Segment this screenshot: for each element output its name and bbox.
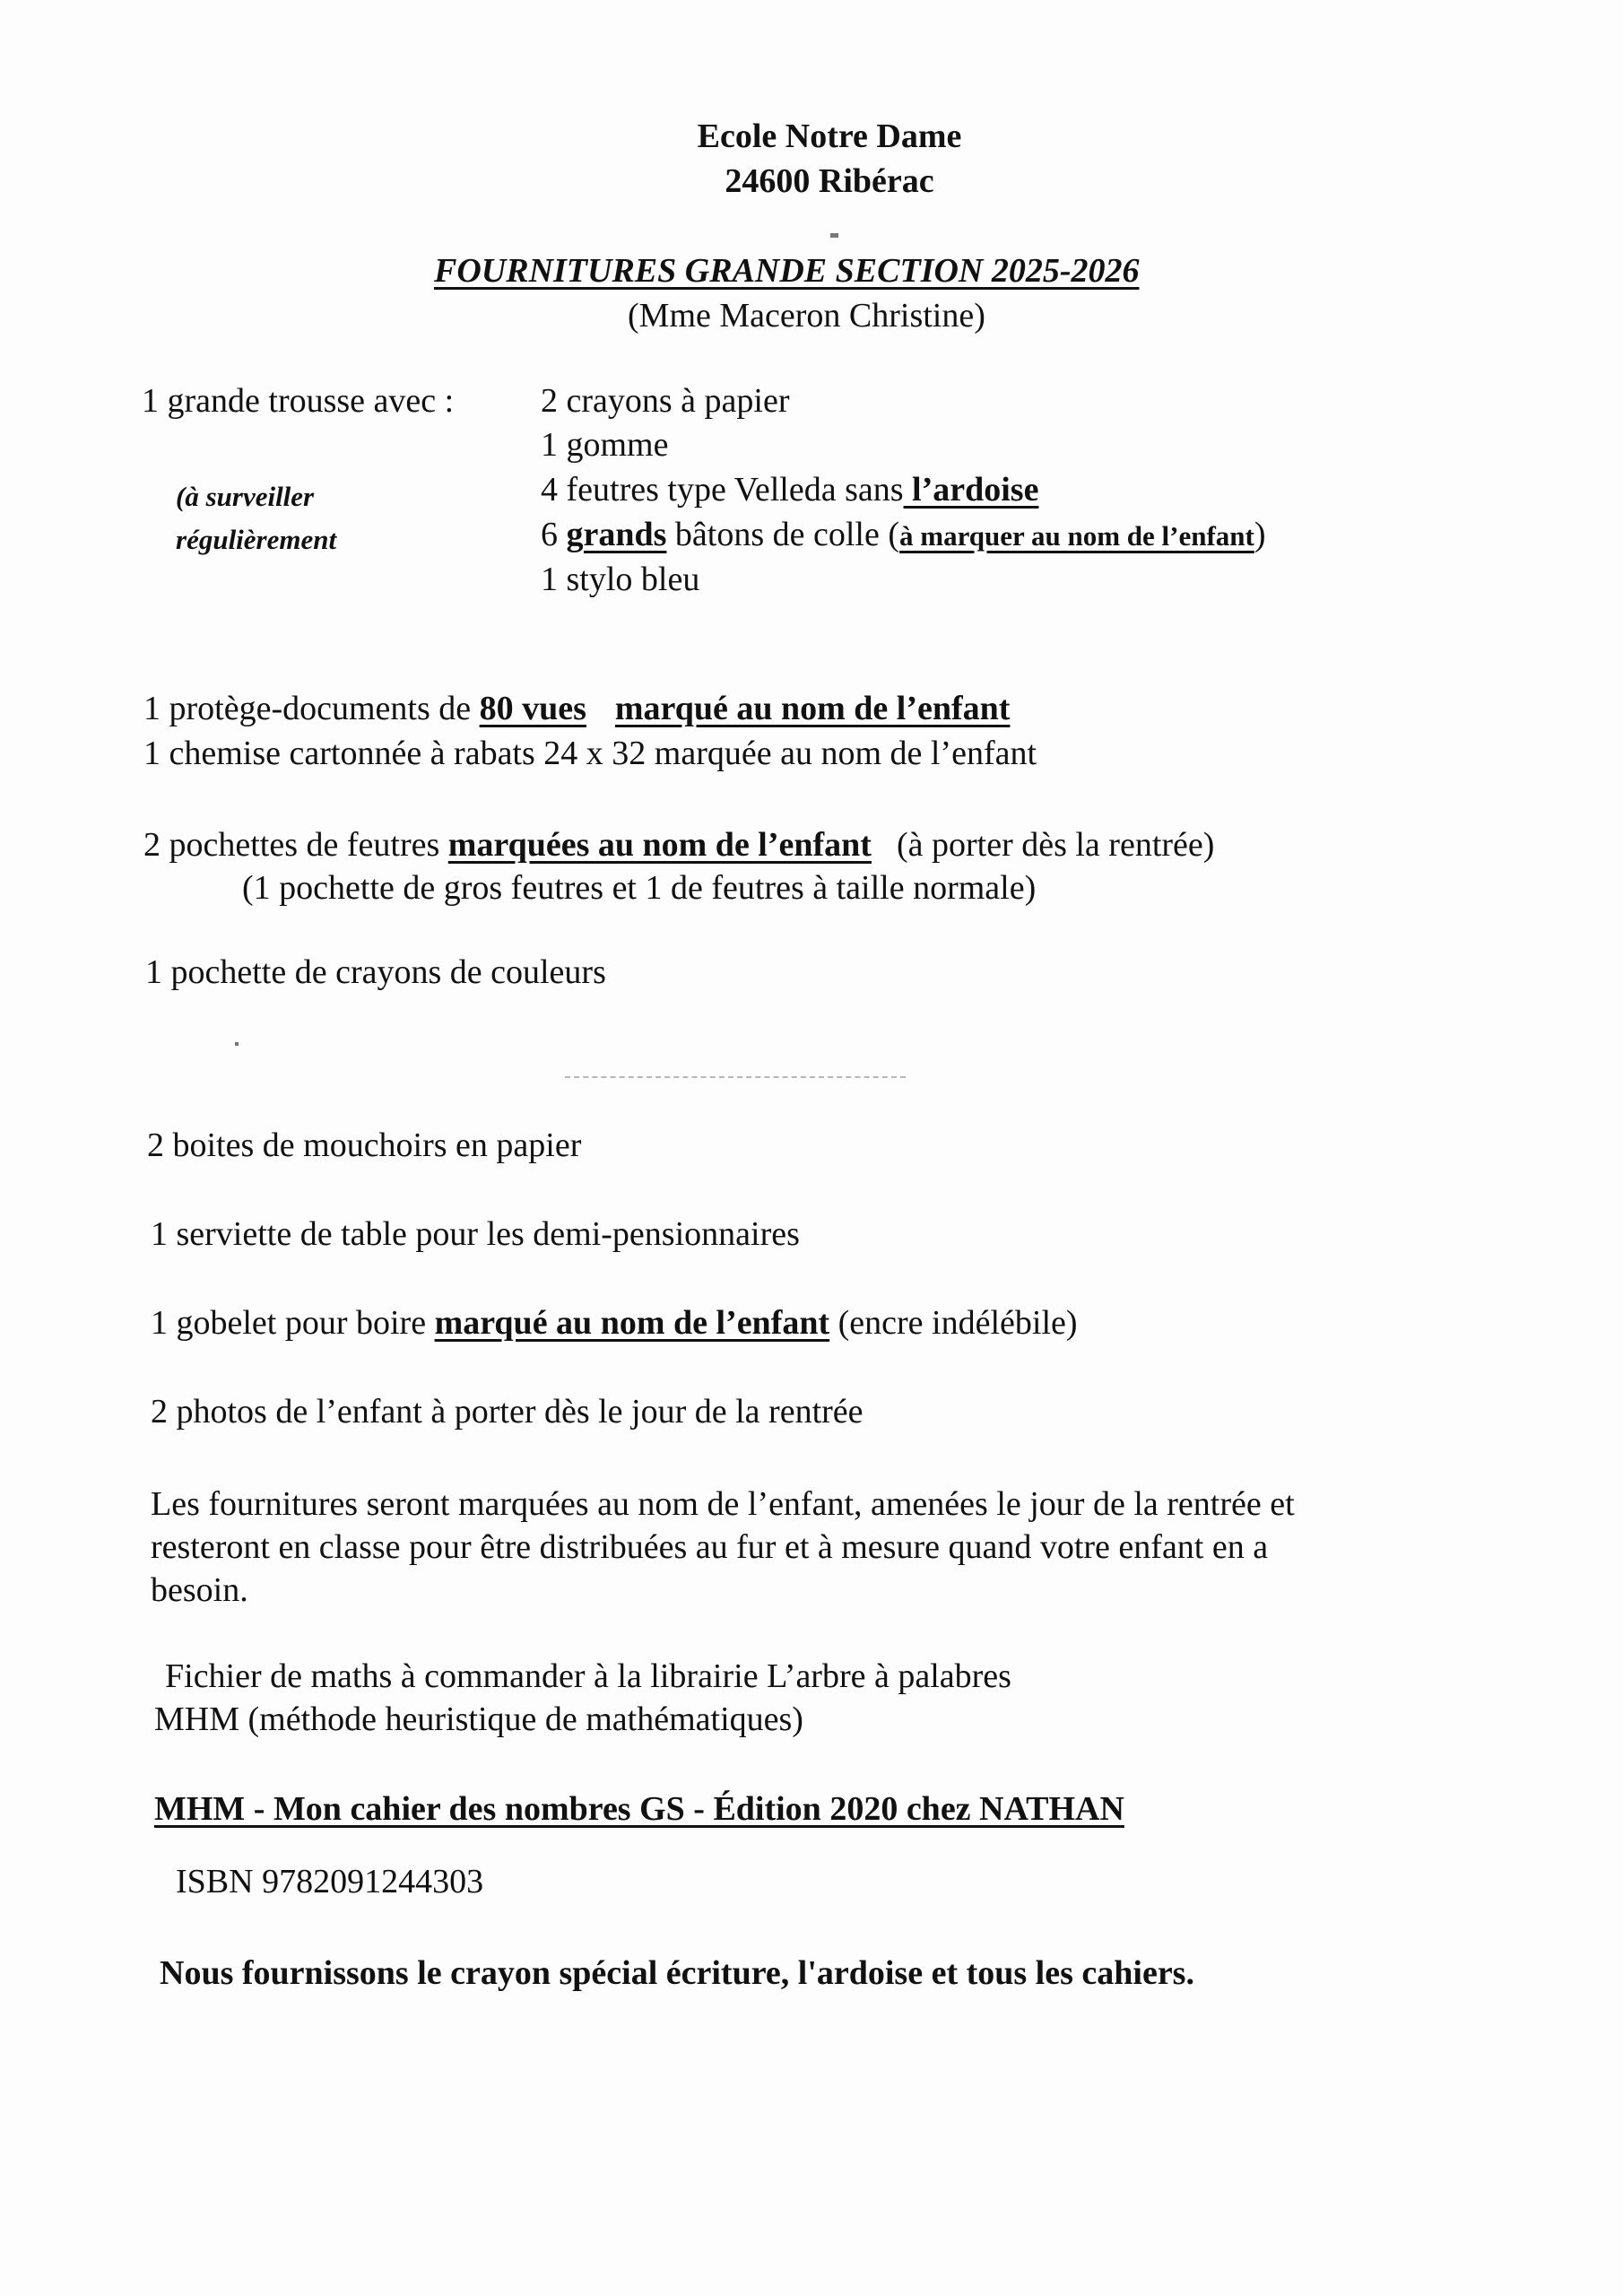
protege-mark: marqué au nom de l’enfant bbox=[614, 690, 1011, 727]
trousse-item-crayons: 2 crayons à papier bbox=[541, 382, 790, 420]
gobelet-mark: marqué au nom de l’enfant bbox=[434, 1304, 830, 1342]
pochettes-rentree: (à porter dès la rentrée) bbox=[896, 826, 1215, 864]
grands-emphasis: grands bbox=[566, 516, 667, 553]
mouchoirs-line: 2 boites de mouchoirs en papier bbox=[147, 1126, 582, 1164]
maths-line1: Fichier de maths à commander à la librairie L’arbre à palabres bbox=[165, 1657, 1011, 1695]
feutres-text: 4 feutres type Velleda sans bbox=[541, 471, 904, 509]
school-address: 24600 Ribérac bbox=[725, 162, 934, 200]
colle-text: bâtons de colle ( bbox=[666, 516, 900, 553]
paragraph-line3: besoin. bbox=[151, 1571, 248, 1609]
crayons-couleurs-line: 1 pochette de crayons de couleurs bbox=[145, 953, 606, 991]
pochettes-text: 2 pochettes de feutres bbox=[143, 826, 448, 864]
teacher-name: (Mme Maceron Christine) bbox=[628, 297, 985, 335]
gobelet-line bbox=[151, 1303, 1078, 1343]
ardoise-emphasis: l’ardoise bbox=[903, 471, 1039, 509]
scan-speck bbox=[830, 233, 838, 238]
chemise-line: 1 chemise cartonnée à rabats 24 x 32 marquée au nom de l’enfant bbox=[143, 735, 1037, 772]
school-name: Ecole Notre Dame bbox=[697, 117, 962, 155]
protege-documents-line bbox=[143, 689, 1010, 728]
maths-line2: MHM (méthode heuristique de mathématiques) bbox=[154, 1700, 803, 1738]
colle-mark-note: à marquer au nom de l’enfant bbox=[899, 520, 1254, 552]
paragraph-line2: resteront en classe pour être distribuées au fur et à mesure quand votre enfant en a bbox=[151, 1528, 1269, 1566]
isbn-line: ISBN 9782091244303 bbox=[176, 1863, 484, 1900]
trousse-item-stylo: 1 stylo bleu bbox=[541, 561, 700, 598]
pochettes-feutres-line bbox=[143, 825, 1214, 865]
serviette-line: 1 serviette de table pour les demi-pensionnaires bbox=[151, 1215, 800, 1253]
footer-note: Nous fournissons le crayon spécial écriture, l'ardoise et tous les cahiers. bbox=[160, 1954, 1194, 1992]
gobelet-text: 1 gobelet pour boire bbox=[151, 1304, 435, 1342]
pochettes-detail: (1 pochette de gros feutres et 1 de feutres à taille normale) bbox=[242, 869, 1037, 907]
trousse-label: 1 grande trousse avec : bbox=[142, 382, 455, 420]
scan-speck bbox=[235, 1042, 239, 1046]
colle-close: ) bbox=[1254, 516, 1266, 553]
trousse-item-colle bbox=[541, 515, 1266, 556]
trousse-item-gomme: 1 gomme bbox=[541, 426, 669, 464]
colle-count: 6 bbox=[541, 516, 567, 553]
paragraph-line1: Les fournitures seront marquées au nom de l’enfant, amenées le jour de la rentrée et bbox=[151, 1485, 1295, 1523]
pochettes-mark: marquées au nom de l’enfant bbox=[447, 826, 872, 864]
erased-line bbox=[565, 1067, 906, 1078]
maths-book-title: MHM - Mon cahier des nombres GS - Édition 2020 chez NATHAN bbox=[154, 1790, 1124, 1828]
trousse-note-line2: régulièrement bbox=[176, 524, 337, 555]
protege-text: 1 protège-documents de bbox=[143, 690, 480, 727]
gobelet-encre: (encre indélébile) bbox=[829, 1304, 1078, 1342]
trousse-note-line1: (à surveiller bbox=[176, 481, 315, 512]
page-title: FOURNITURES GRANDE SECTION 2025-2026 bbox=[434, 252, 1140, 290]
protege-vues: 80 vues bbox=[479, 690, 586, 727]
photos-line: 2 photos de l’enfant à porter dès le jour de la rentrée bbox=[151, 1393, 864, 1431]
trousse-item-feutres bbox=[541, 470, 1038, 509]
